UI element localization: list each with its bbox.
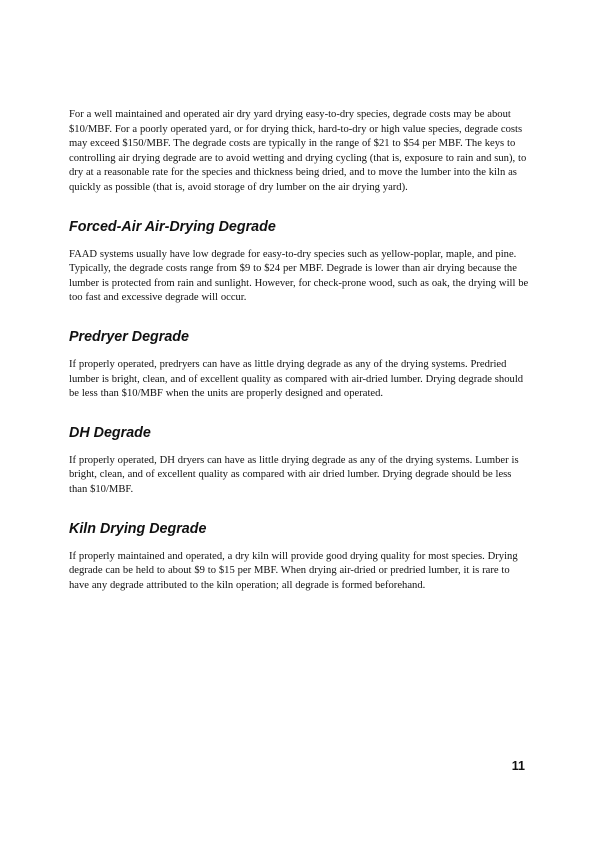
page-content (69, 108, 531, 593)
section-heading-forced-air-air-drying-degrade: Forced-Air Air-Drying Degrade (69, 218, 276, 235)
spacer (69, 196, 531, 218)
spacer (69, 306, 531, 328)
section-body-forced-air-air-drying-degrade: FAAD systems usually have low degrade for easy-to-dry species such as yellow-poplar, maple, and pine. Typically, the degrade costs range from $9 to $24 per MBF. Degrade is lower than air drying because the lumber is protected from rain and sunlight. However, for check-prone wood, such as oak, the drying will be too fast and excessive degrade will occur. (69, 248, 529, 304)
spacer (69, 498, 531, 520)
spacer (69, 538, 531, 550)
page-number: 11 (511, 759, 525, 773)
spacer (69, 442, 531, 454)
section-heading-kiln-drying-degrade: Kiln Drying Degrade (69, 520, 207, 537)
section-body-dh-degrade: If properly operated, DH dryers can have as little drying degrade as any of the drying systems. Lumber is bright, clean, and of excellent quality as compared with air dried lumber. Drying degrade should be less than $10/MBF. (69, 454, 519, 495)
spacer (69, 236, 531, 248)
intro-paragraph: For a well maintained and operated air dry yard drying easy-to-dry species, degrade costs may be about $10/MBF. For a poorly operated yard, or for drying thick, hard-to-dry or high value species, degrade costs may exceed $150/MBF. The degrade costs are typically in the range of $21 to $54 per MBF. The keys to controlling air drying degrade are to avoid wetting and drying cycling (that is, exposure to rain and sun), to dry at a reasonable rate for the species and thickness being dried, and to move the lumber into the kiln as quickly as possible (that is, avoid storage of dry lumber on the air drying yard). (69, 109, 527, 193)
spacer (69, 402, 531, 424)
section-heading-predryer-degrade: Predryer Degrade (69, 328, 189, 345)
section-body-kiln-drying-degrade: If properly maintained and operated, a dry kiln will provide good drying quality for most species. Drying degrade can be held to about $9 to $15 per MBF. When drying air-dried or predried lumber, it is rare to have any degrade attributed to the kiln operation; all degrade is formed beforehand. (69, 550, 518, 591)
section-body-predryer-degrade: If properly operated, predryers can have as little drying degrade as any of the drying systems. Predried lumber is bright, clean, and of excellent quality as compared with air-dried lumber. Drying degrade should be less than $10/MBF when the units are properly designed and operated. (69, 358, 524, 400)
section-heading-dh-degrade: DH Degrade (69, 424, 151, 441)
spacer (69, 346, 531, 358)
